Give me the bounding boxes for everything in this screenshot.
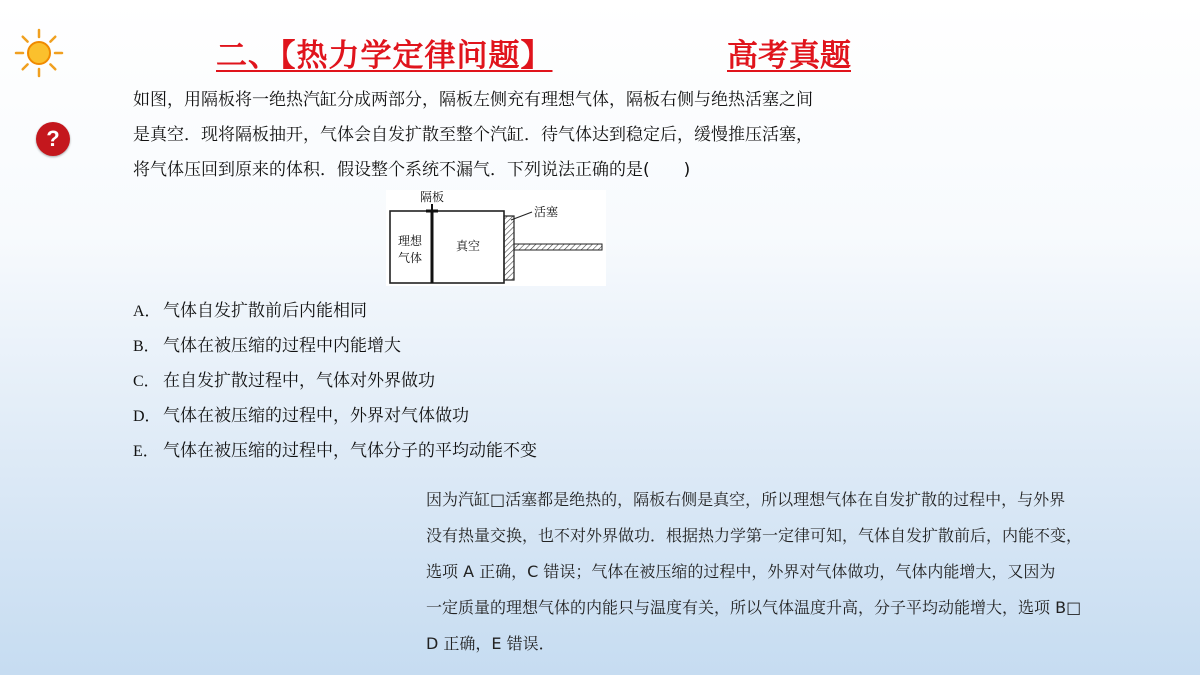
option-text: 气体在被压缩的过程中，气体分子的平均动能不变 bbox=[163, 441, 537, 461]
option-d[interactable] bbox=[133, 399, 537, 434]
option-text: 气体在被压缩的过程中，外界对气体做功 bbox=[163, 406, 469, 426]
explanation-line: 因为汽缸□活塞都是绝热的，隔板右侧是真空，所以理想气体在自发扩散的过程中，与外界 bbox=[426, 490, 1066, 509]
explanation-line: 一定质量的理想气体的内能只与温度有关，所以气体温度升高，分子平均动能增大，选项 B□ bbox=[426, 598, 1082, 617]
piston-rod bbox=[514, 244, 602, 250]
question-line: 将气体压回到原来的体积．假设整个系统不漏气．下列说法正确的是( ) bbox=[133, 160, 691, 180]
vacuum-label: 真空 bbox=[456, 239, 481, 253]
option-letter: E． bbox=[133, 443, 159, 460]
explanation-line: 没有热量交换，也不对外界做功．根据热力学第一定律可知，气体自发扩散前后，内能不变， bbox=[426, 526, 1083, 545]
piston-label: 活塞 bbox=[534, 205, 559, 219]
option-c[interactable] bbox=[133, 364, 537, 399]
question-line: 是真空．现将隔板抽开，气体会自发扩散至整个汽缸．待气体达到稳定后，缓慢推压活塞， bbox=[133, 125, 813, 145]
question-line: 如图，用隔板将一绝热汽缸分成两部分，隔板左侧充有理想气体，隔板右侧与绝热活塞之间 bbox=[133, 90, 813, 110]
page-subtitle: 高考真题 bbox=[727, 38, 851, 74]
question-stem bbox=[133, 83, 883, 188]
explanation-line: D 正确，E 错误． bbox=[426, 634, 555, 653]
option-b[interactable] bbox=[133, 329, 537, 364]
cylinder-diagram bbox=[386, 190, 606, 286]
piston bbox=[504, 216, 514, 280]
option-text: 气体自发扩散前后内能相同 bbox=[163, 301, 367, 321]
option-text: 气体在被压缩的过程中内能增大 bbox=[163, 336, 401, 356]
answer-options bbox=[133, 294, 537, 469]
partition-label: 隔板 bbox=[420, 190, 445, 204]
question-mark-icon: ? bbox=[36, 122, 70, 156]
explanation-line: 选项 A 正确，C 错误；气体在被压缩的过程中，外界对气体做功，气体内能增大，又因为 bbox=[426, 562, 1056, 581]
option-text: 在自发扩散过程中，气体对外界做功 bbox=[163, 371, 435, 391]
option-letter: C． bbox=[133, 373, 160, 390]
option-a[interactable] bbox=[133, 294, 537, 329]
option-e[interactable] bbox=[133, 434, 537, 469]
option-letter: A． bbox=[133, 303, 161, 320]
gas-label-line1: 理想 bbox=[398, 234, 423, 248]
page-title: 二、【热力学定律问题】 bbox=[216, 38, 553, 74]
option-letter: B． bbox=[133, 338, 160, 355]
option-letter: D． bbox=[133, 408, 161, 425]
sun-icon bbox=[14, 28, 64, 78]
explanation bbox=[426, 482, 1166, 662]
gas-label-line2: 气体 bbox=[398, 251, 423, 265]
